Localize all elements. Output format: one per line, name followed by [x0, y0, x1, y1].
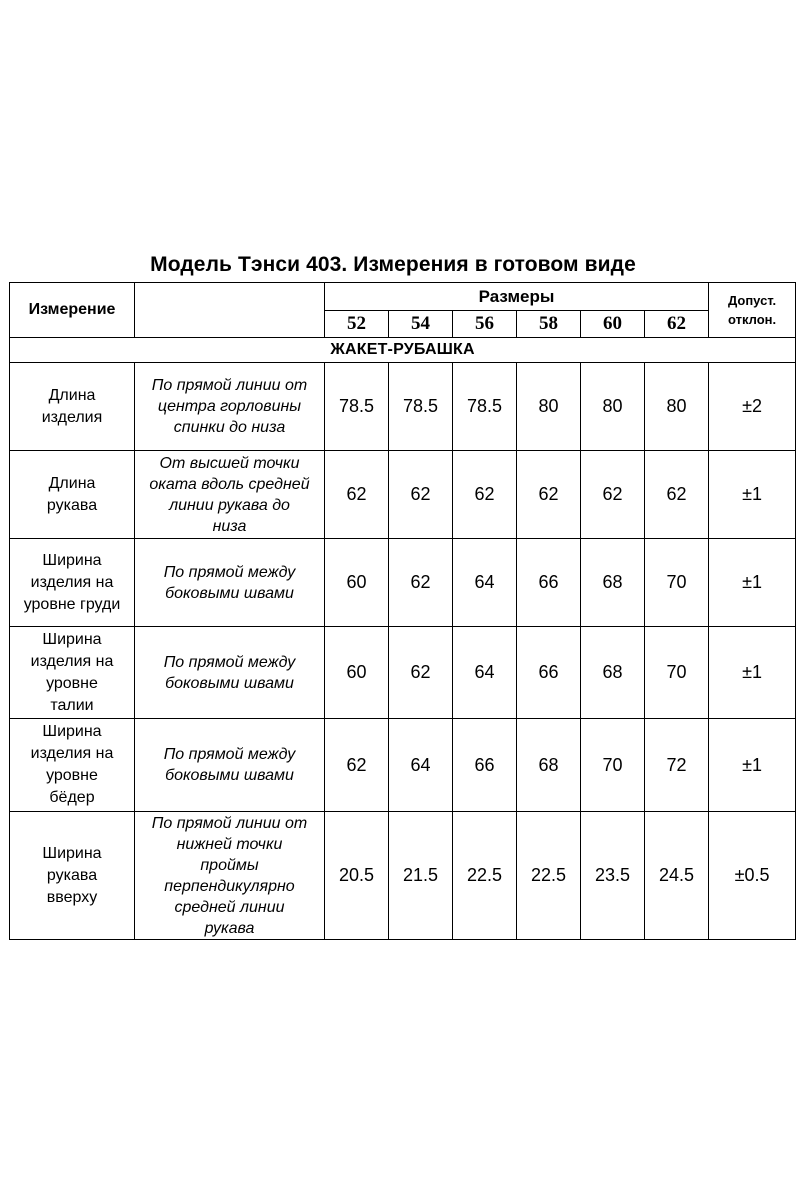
table-row [10, 539, 796, 627]
tolerance-value: ±1 [709, 451, 796, 539]
size-value: 62 [325, 451, 389, 539]
section-heading: ЖАКЕТ-РУБАШКА [10, 338, 796, 363]
size-value: 21.5 [389, 812, 453, 940]
measurement-description-line: боковыми швами [165, 767, 294, 784]
measurement-description-line: проймы [200, 856, 259, 874]
measurement-description-line: боковыми швами [165, 674, 294, 692]
measurement-description [135, 363, 325, 451]
measurement-description-line: По прямой линии от [151, 814, 308, 832]
size-value: 80 [645, 363, 709, 451]
measurement-name-line: изделия на [30, 745, 114, 762]
measurement-name-line: уровне груди [23, 595, 121, 613]
size-value: 78.5 [453, 363, 517, 451]
measurement-description-line: средней линии [174, 898, 285, 916]
measurement-description-line: линии рукава до [169, 496, 290, 514]
measurement-name [10, 539, 135, 627]
size-value: 22.5 [517, 812, 581, 940]
size-value: 20.5 [325, 812, 389, 940]
measurement-name-line: изделия на [30, 573, 114, 591]
measurement-description-line: рукава [204, 919, 255, 937]
measurement-description [135, 539, 325, 627]
header-tolerance-line1: Допуст. [727, 293, 777, 308]
size-value: 72 [645, 719, 709, 812]
size-value: 68 [517, 719, 581, 812]
measurement-description-line: спинки до низа [173, 419, 286, 436]
tolerance-value: ±1 [709, 627, 796, 719]
measurement-name-line: Длина [48, 474, 96, 492]
size-value: 22.5 [453, 812, 517, 940]
measurement-description-line: По прямой линии от [151, 377, 308, 394]
size-value: 62 [581, 451, 645, 539]
measurement-description-line: боковыми швами [165, 584, 294, 602]
size-header-cell: 56 [453, 311, 517, 338]
measurement-description-line: перпендикулярно [164, 877, 295, 895]
header-tolerance [709, 283, 796, 338]
size-value: 62 [389, 539, 453, 627]
size-value: 80 [581, 363, 645, 451]
measurement-name [10, 812, 135, 940]
measurement-description-line: оката вдоль средней [149, 475, 310, 493]
measurement-description [135, 812, 325, 940]
header-tolerance-line2: отклон. [727, 312, 777, 327]
measurements-table [9, 282, 796, 940]
size-value: 64 [453, 539, 517, 627]
size-value: 78.5 [325, 363, 389, 451]
measurement-name-line: Ширина [42, 844, 102, 862]
measurement-name-line: талии [50, 696, 94, 714]
measurement-name-line: вверху [46, 888, 98, 906]
size-value: 64 [389, 719, 453, 812]
size-value: 62 [325, 719, 389, 812]
size-value: 66 [517, 539, 581, 627]
measurement-name [10, 719, 135, 812]
size-value: 80 [517, 363, 581, 451]
measurement-description [135, 451, 325, 539]
table-row [10, 451, 796, 539]
measurement-description-line: центра горловины [157, 398, 302, 415]
size-value: 70 [645, 627, 709, 719]
measurement-name-line: изделия на [30, 652, 114, 670]
tolerance-value: ±1 [709, 719, 796, 812]
header-measure: Измерение [10, 283, 135, 338]
size-value: 62 [517, 451, 581, 539]
measurement-name [10, 363, 135, 451]
size-value: 62 [453, 451, 517, 539]
size-header-cell: 58 [517, 311, 581, 338]
tolerance-value: ±1 [709, 539, 796, 627]
size-value: 66 [453, 719, 517, 812]
size-value: 62 [645, 451, 709, 539]
measurement-description [135, 719, 325, 812]
table-row [10, 719, 796, 812]
header-description-blank [135, 283, 325, 338]
size-value: 60 [325, 627, 389, 719]
measurement-description-line: От высшей точки [159, 454, 300, 472]
measurement-description-line: По прямой между [163, 563, 296, 581]
tolerance-value: ±0.5 [709, 812, 796, 940]
measurement-name [10, 627, 135, 719]
size-value: 68 [581, 539, 645, 627]
size-value: 62 [389, 627, 453, 719]
table-row [10, 812, 796, 940]
table-row [10, 627, 796, 719]
measurement-name-line: изделия [41, 408, 103, 426]
size-header-cell: 60 [581, 311, 645, 338]
measurement-name [10, 451, 135, 539]
measurement-description [135, 627, 325, 719]
measurement-description-line: По прямой между [163, 746, 296, 763]
size-value: 23.5 [581, 812, 645, 940]
header-sizes: Размеры [325, 283, 709, 311]
document-title: Модель Тэнси 403. Измерения в готовом виде [150, 253, 636, 276]
measurement-name-line: рукава [46, 496, 98, 514]
size-value: 64 [453, 627, 517, 719]
measurement-description-line: нижней точки [176, 835, 283, 853]
measurement-name-line: рукава [46, 866, 98, 884]
size-value: 68 [581, 627, 645, 719]
measurement-name-line: Ширина [42, 723, 102, 740]
measurement-description-line: По прямой между [163, 653, 296, 671]
size-header-cell: 54 [389, 311, 453, 338]
size-value: 78.5 [389, 363, 453, 451]
measurement-name-line: уровне [46, 674, 98, 692]
size-value: 24.5 [645, 812, 709, 940]
measurement-name-line: Длина [48, 386, 96, 404]
size-value: 70 [581, 719, 645, 812]
measurement-description-line: низа [212, 517, 247, 535]
measurement-name-line: Ширина [42, 630, 102, 648]
table-row [10, 363, 796, 451]
size-value: 60 [325, 539, 389, 627]
measurement-name-line: уровне [46, 767, 98, 784]
size-header-cell: 52 [325, 311, 389, 338]
tolerance-value: ±2 [709, 363, 796, 451]
size-value: 62 [389, 451, 453, 539]
size-value: 70 [645, 539, 709, 627]
size-header-cell: 62 [645, 311, 709, 338]
size-value: 66 [517, 627, 581, 719]
measurement-name-line: Ширина [42, 551, 102, 569]
measurement-name-line: бёдер [49, 789, 95, 806]
